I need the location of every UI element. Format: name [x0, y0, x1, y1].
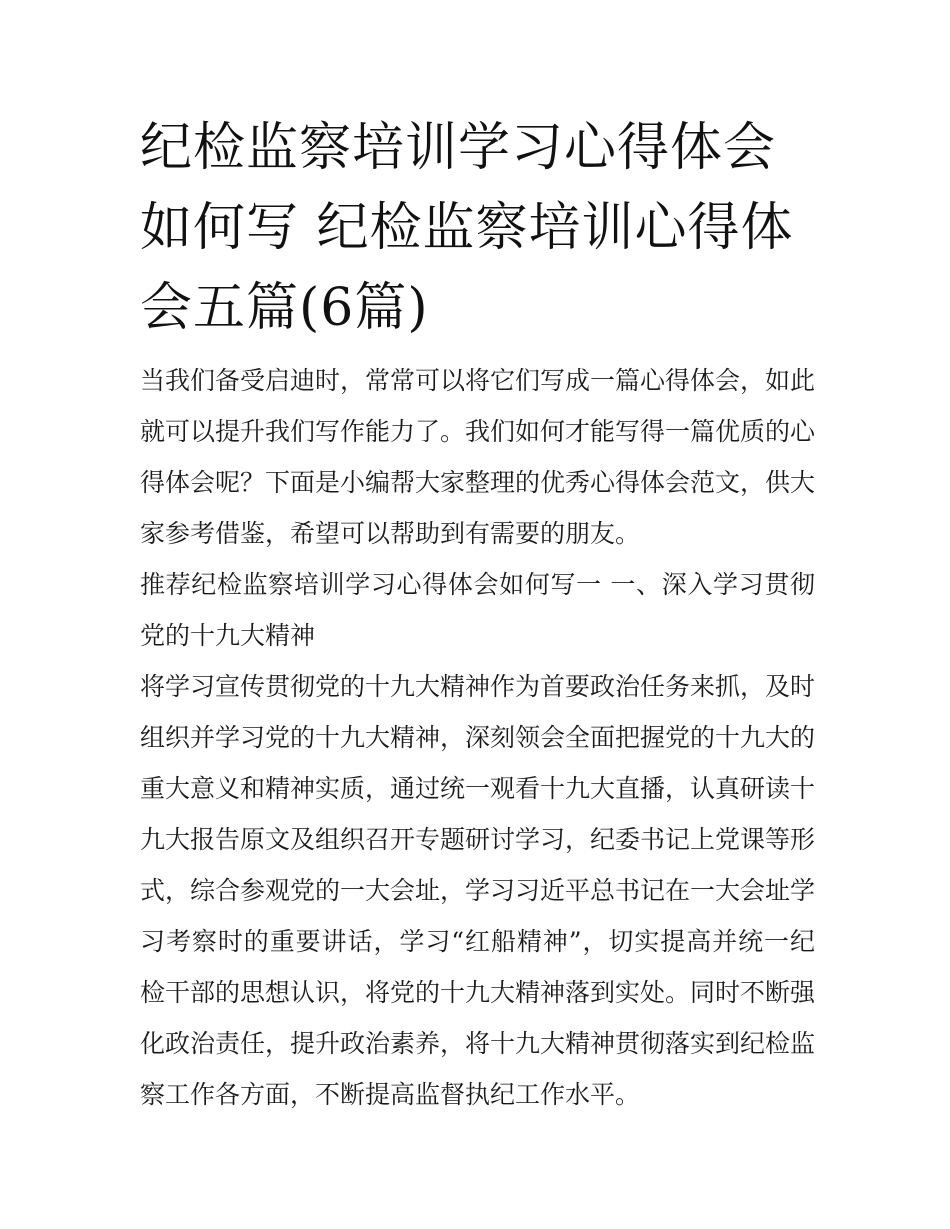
- body-paragraph: 将学习宣传贯彻党的十九大精神作为首要政治任务来抓，及时组织并学习党的十九大精神，深刻领会全面把握党的十九大的重大意义和精神实质，通过统一观看十九大直播，认真研读十九大报告原文及组织召开专题研讨学习，纪委书记上党课等形式，综合参观党的一大会址，学习习近平总书记在一大会址学习考察时的重要讲话，学习“红船精神”，切实提高并统一纪检干部的思想认识，将党的十九大精神落到实处。同时不断强化政治责任，提升政治素养，将十九大精神贯彻落实到纪检监察工作各方面，不断提高监督执纪工作水平。: [140, 672, 816, 1109]
- document-title: 纪检监察培训学习心得体会如何写 纪检监察培训心得体会五篇(6篇): [140, 118, 794, 338]
- document-body: [140, 355, 815, 1120]
- section-heading: 推荐纪检监察培训学习心得体会如何写一 一、深入学习贯彻党的十九大精神: [140, 570, 815, 650]
- intro-paragraph: 当我们备受启迪时，常常可以将它们写成一篇心得体会，如此就可以提升我们写作能力了。我们如何才能写得一篇优质的心得体会呢？下面是小编帮大家整理的优秀心得体会范文，供大家参考借鉴，希望可以帮助到有需要的朋友。: [140, 366, 816, 548]
